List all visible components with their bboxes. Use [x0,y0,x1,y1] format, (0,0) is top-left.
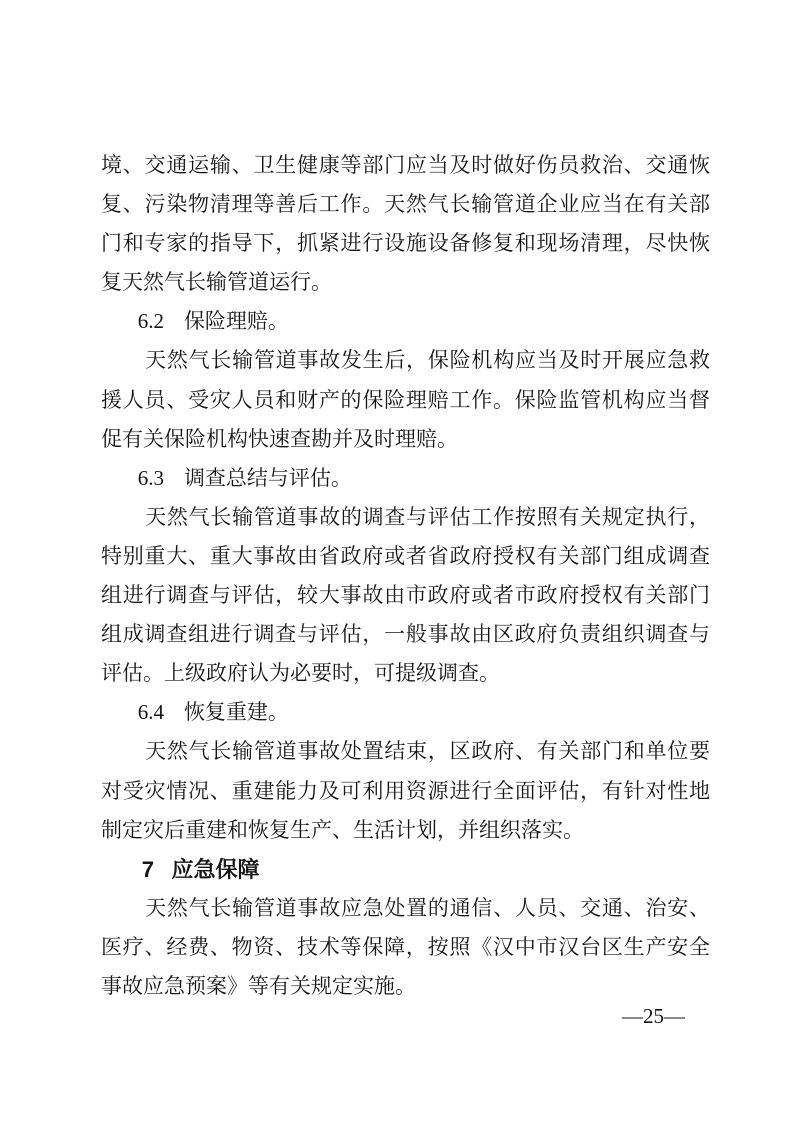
text-line: 天然气长输管道事故的调查与评估工作按照有关规定执行， [145,504,710,529]
text-line: 促有关保险机构快速查勘并及时理赔。 [101,426,458,451]
page-number: —25— [622,1004,685,1028]
text-line: 组成调查组进行调查与评估，一般事故由区政府负责组织调查与 [101,622,710,647]
heading-title: 调查总结与评估。 [183,465,352,490]
text-line: 天然气长输管道事故应急处置的通信、人员、交通、治安、 [145,895,710,920]
text-line: 对受灾情况、重建能力及可利用资源进行全面评估，有针对性地 [101,778,710,803]
section-heading-6.3 [101,459,710,498]
page-content [101,146,710,1006]
heading-title: 恢复重建。 [183,700,289,725]
text-line: 制定灾后重建和恢复生产、生活计划，并组织落实。 [101,817,584,842]
text-line: 评估。上级政府认为必要时，可提级调查。 [101,661,500,686]
section-heading-7 [101,850,710,889]
heading-title: 保险理赔。 [183,309,289,334]
heading-number: 6.4 [137,700,164,725]
heading-title: 应急保障 [171,856,260,882]
section-heading-6.4 [101,693,710,732]
section-heading-6.2 [101,302,710,341]
text-line: 援人员、受灾人员和财产的保险理赔工作。保险监管机构应当督 [101,387,710,412]
heading-number: 6.2 [137,309,164,334]
text-line: 门和专家的指导下，抓紧进行设施设备修复和现场清理，尽快恢 [101,231,710,256]
text-line: 事故应急预案》等有关规定实施。 [101,973,416,998]
text-line: 境、交通运输、卫生健康等部门应当及时做好伤员救治、交通恢 [101,153,710,177]
heading-number: 7 [141,856,154,882]
text-line: 天然气长输管道事故发生后，保险机构应当及时开展应急救 [145,348,710,373]
text-line: 天然气长输管道事故处置结束，区政府、有关部门和单位要 [145,739,710,764]
text-line: 复、污染物清理等善后工作。天然气长输管道企业应当在有关部 [101,192,710,217]
text-line: 医疗、经费、物资、技术等保障，按照《汉中市汉台区生产安全 [101,934,710,959]
text-line: 特别重大、重大事故由省政府或者省政府授权有关部门组成调查 [101,543,710,568]
text-line: 组进行调查与评估，较大事故由市政府或者市政府授权有关部门 [101,583,710,608]
heading-number: 6.3 [137,465,164,490]
text-line: 复天然气长输管道运行。 [101,270,332,295]
